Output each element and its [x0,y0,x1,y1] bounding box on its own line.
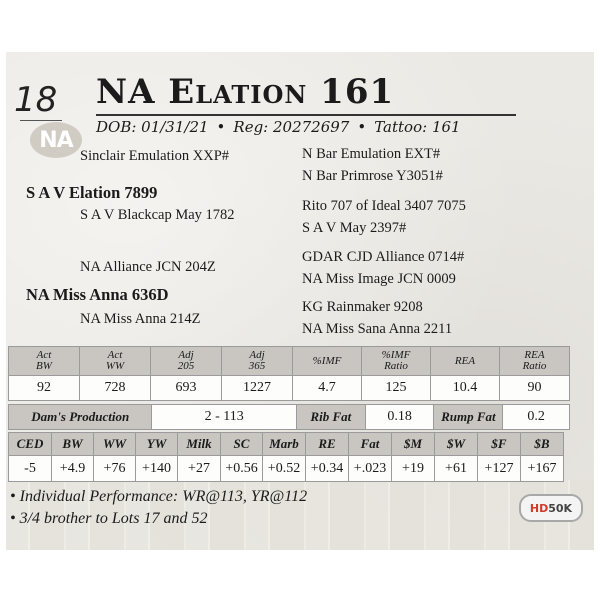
pedigree-ddd: NA Miss Sana Anna 2211 [302,321,453,337]
pedigree-dam-dam: NA Miss Anna 214Z [80,311,201,327]
epd-value: +61 [434,455,478,482]
perf-value: 92 [8,375,80,401]
note-text: 3/4 brother to Lots 17 and 52 [19,510,208,527]
pedigree-dss: GDAR CJD Alliance 0714# [302,249,465,265]
lot-underline [20,120,62,121]
epd-value-row [8,455,570,482]
performance-header-row [8,346,570,376]
epd-value: +4.9 [51,455,94,482]
perf-header: Act BW [8,346,80,376]
pedigree-sire: S A V Elation 7899 [26,183,158,202]
perf-value: 4.7 [292,375,362,401]
epd-value: +27 [177,455,221,482]
epd-header: WW [93,432,136,456]
pedigree-dds: KG Rainmaker 9208 [302,299,423,315]
epd-header: BW [51,432,94,456]
epd-header: SC [220,432,263,456]
epd-header: $W [434,432,478,456]
epd-value: +19 [391,455,435,482]
pedigree-sds: Rito 707 of Ideal 3407 7075 [302,198,466,214]
rib-fat-label: Rib Fat [296,404,366,430]
perf-value: 693 [150,375,222,401]
registration: Reg: 20272697 [233,118,350,136]
epd-value: -5 [8,455,52,482]
epd-header: YW [135,432,178,456]
epd-header: $M [391,432,435,456]
epd-header: $F [477,432,521,456]
pedigree-dam: NA Miss Anna 636D [26,285,169,304]
pedigree-dsd: NA Miss Image JCN 0009 [302,271,456,287]
animal-info [96,118,461,136]
perf-header: Adj 365 [221,346,293,376]
pedigree-dam-sire: NA Alliance JCN 204Z [80,259,216,275]
perf-header: %IMF [292,346,362,376]
perf-value: 1227 [221,375,293,401]
epd-value: +140 [135,455,178,482]
rump-fat-value: 0.2 [502,404,570,430]
epd-header-row [8,432,570,456]
epd-value: +0.52 [262,455,306,482]
perf-value: 728 [79,375,151,401]
epd-value: +76 [93,455,136,482]
dams-production-label: Dam's Production [8,404,152,430]
bullet-dot: • [216,118,226,136]
dob: DOB: 01/31/21 [96,118,209,136]
performance-value-row [8,375,570,401]
na-logo: NA [30,122,82,158]
epd-header: $B [520,432,564,456]
epd-header: Milk [177,432,221,456]
rib-fat-value: 0.18 [365,404,435,430]
perf-header: Adj 205 [150,346,222,376]
note-text: Individual Performance: WR@113, YR@112 [19,488,308,505]
perf-header: REA [430,346,500,376]
rump-fat-label: Rump Fat [433,404,503,430]
dam-production-row [8,404,570,430]
note-brother: • 3/4 brother to Lots 17 and 52 [10,510,208,527]
perf-value: 125 [361,375,431,401]
animal-name: NA Elation 161 [96,72,395,112]
bullet-dot: • [357,118,367,136]
epd-header: RE [305,432,349,456]
pedigree-sss: N Bar Emulation EXT# [302,146,441,162]
epd-header: Fat [348,432,392,456]
epd-value: +.023 [348,455,392,482]
pedigree-sire-sire: Sinclair Emulation XXP# [80,148,230,164]
perf-header: Act WW [79,346,151,376]
perf-value: 90 [499,375,570,401]
lot-number: 18 [14,80,58,120]
perf-header: %IMF Ratio [361,346,431,376]
pedigree-sdd: S A V May 2397# [302,220,407,236]
dams-production-value: 2 - 113 [151,404,296,430]
epd-value: +0.56 [220,455,263,482]
epd-value: +127 [477,455,521,482]
note-performance: • Individual Performance: WR@113, YR@112 [10,488,308,505]
epd-header: Marb [262,432,306,456]
perf-value: 10.4 [430,375,500,401]
epd-value: +167 [520,455,564,482]
pedigree-sire-dam: S A V Blackcap May 1782 [80,207,235,223]
pedigree-ssd: N Bar Primrose Y3051# [302,168,443,184]
epd-value: +0.34 [305,455,349,482]
tattoo: Tattoo: 161 [374,118,461,136]
hd50k-logo: HD 50K [519,494,583,522]
perf-header: REA Ratio [499,346,570,376]
title-divider [96,114,516,116]
epd-header: CED [8,432,52,456]
